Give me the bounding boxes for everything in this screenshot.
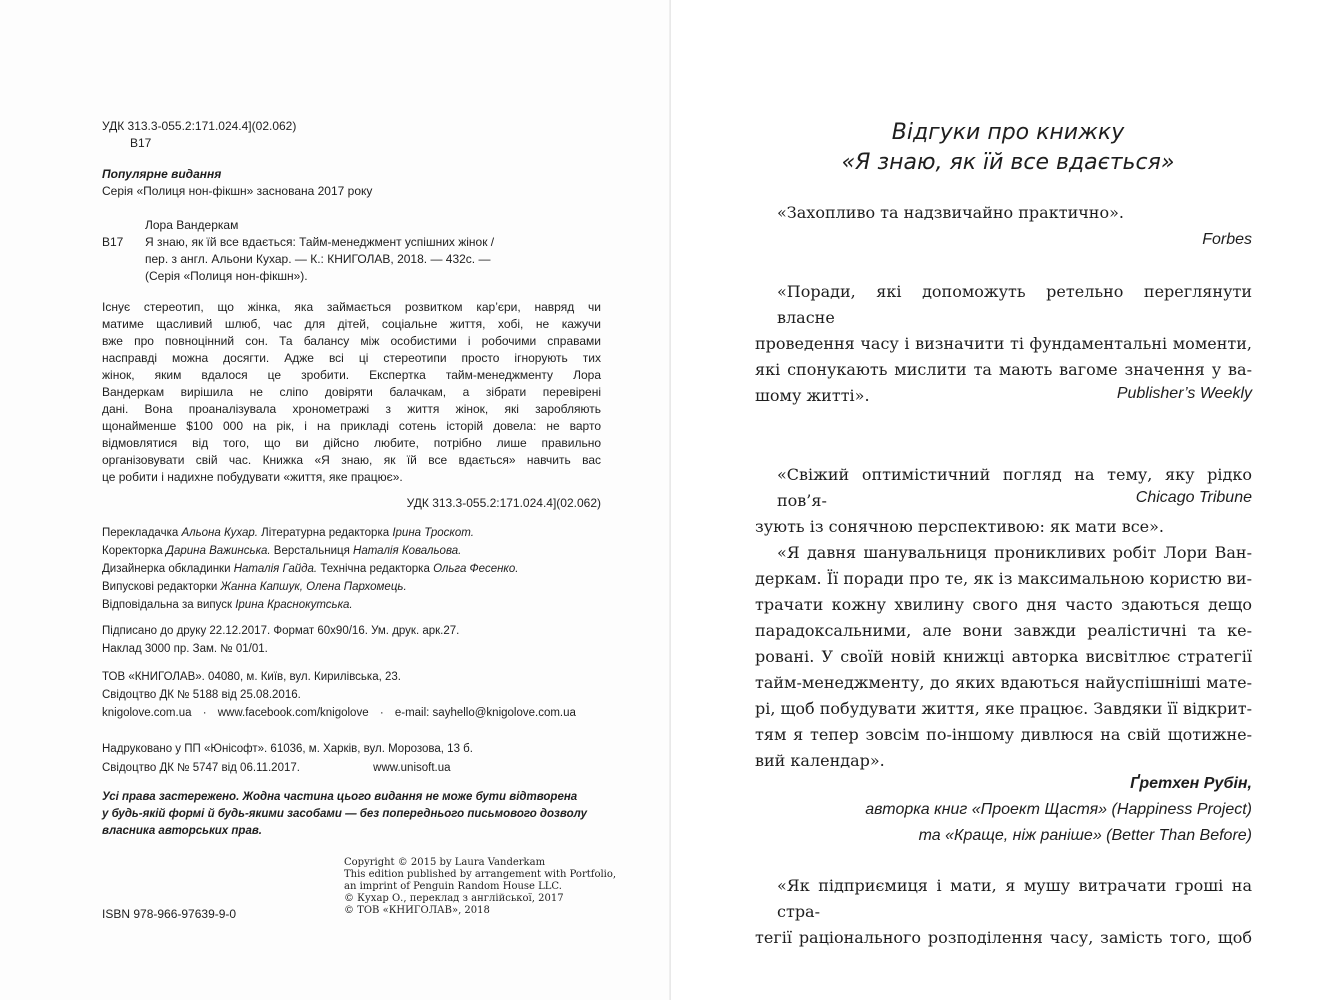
quote-line: тям я тепер зовсім по-іншому дивлюся на свій щотижне- — [755, 725, 1252, 744]
release-editors-name: Жанна Капшук, Олена Пархомець. — [220, 581, 407, 593]
rights-line: власника авторських прав. — [102, 825, 262, 837]
review-quote — [755, 873, 1252, 951]
quote-line: зують із сонячною перспективою: як мати все». — [755, 517, 1164, 536]
annotation-line: матиме щасливий шлюб, час для дітей, соціальне життя, хобі, не кажучи — [102, 317, 601, 331]
annotation-line: дані. Вона проаналізувала хронометражі з життя жінок, які заробляють — [102, 402, 601, 416]
quote-line: проведення часу і визначити ті фундаментальні моменти, — [755, 334, 1252, 353]
credit-label: Випускові редакторки — [102, 581, 221, 593]
annotation-line: це робити і надихне побудувати «життя, яке працює». — [102, 470, 403, 484]
annotation-line: щонайменше $100 000 на рік, і на прикладі сотень історій довела: не варто — [102, 419, 601, 433]
copyright-line: © ТОВ «КНИГОЛАВ», 2018 — [344, 905, 490, 916]
quote-line: тегії раціонального розподілення часу, замість того, щоб — [755, 928, 1252, 947]
separator-dot: · — [202, 707, 207, 719]
quote-line: рі, щоб побудувати життя, яке працює. Завдяки її відкрит- — [755, 699, 1252, 718]
responsible-name: Ірина Краснокутська. — [235, 599, 353, 611]
credit-label: Перекладачка — [102, 527, 182, 539]
review-quote — [755, 200, 1255, 226]
review-source: Chicago Tribune — [1135, 489, 1252, 506]
copyright-line: © Кухар О., переклад з англійської, 2017 — [344, 893, 564, 904]
catalog-line: пер. з англ. Альони Кухар. — К.: КНИГОЛАВ, 2018. — 432с. — — [145, 252, 491, 266]
print-line: Наклад 3000 пр. Зам. № 01/01. — [102, 643, 268, 655]
bbk-code: В17 — [130, 136, 152, 150]
layout-name: Наталія Ковальова. — [353, 545, 462, 557]
udc-block — [102, 118, 402, 152]
annotation-line: жінок, яким вдалося це зробити. Експертка тайм-менеджменту Лора — [102, 368, 601, 382]
translator-name: Альона Кухар. — [181, 527, 258, 539]
quote-line: деркам. Її поради про те, як із максимальною користю ви- — [755, 569, 1252, 588]
rights-line: у будь-якій формі й будь-якими засобами — без попереднього письмового дозволу — [102, 808, 587, 820]
catalog-entry — [145, 234, 615, 285]
print-line: Підписано до друку 22.12.2017. Формат 60х90/16. Ум. друк. арк.27. — [102, 625, 460, 637]
annotation-line: Вандеркам вирішила не сліпо довіряти балачкам, а зібрати перевірені — [102, 385, 601, 399]
printer-line: Надруковано у ПП «Юнісофт». 61036, м. Харків, вул. Морозова, 13 б. — [102, 743, 473, 755]
catalog-line: (Серія «Полиця нон-фікшн»). — [145, 269, 308, 283]
right-page — [671, 0, 1343, 1000]
rights-line: Усі права застережено. Жодна частина цього видання не може бути відтворена — [102, 791, 578, 803]
email-link[interactable]: e-mail: sayhello@knigolove.com.ua — [394, 707, 576, 719]
publisher-line: Свідоцтво ДК № 5188 від 25.08.2016. — [102, 689, 301, 701]
credit-label: Верстальниця — [270, 545, 354, 557]
quote-line: вий календар». — [755, 751, 885, 770]
copyright-block — [344, 857, 644, 917]
copyright-line: an imprint of Penguin Random House LLC. — [344, 881, 562, 892]
rights-notice — [102, 789, 622, 840]
quote-line: парадоксальними, але вони завжди реалістичні та ке- — [755, 621, 1252, 640]
udc-code-top: УДК 313.3-055.2:171.024.4](02.062) — [102, 119, 297, 133]
copyright-line: This edition published by arrangement with Portfolio, — [344, 869, 617, 880]
review-source — [821, 771, 1252, 849]
left-page — [0, 0, 671, 1000]
annotation-line: вже про повноцінний сон. Та балансу між особистими і робочими справами — [102, 334, 601, 348]
credit-label: Літературна редакторка — [257, 527, 393, 539]
catalog-line: Я знаю, як їй все вдається: Тайм-менеджмент успішних жінок / — [145, 235, 495, 249]
quote-line: які спонукають мислити та мають вагоме значення у ва- — [755, 360, 1252, 379]
source-line: авторка книг «Проект Щастя» (Happiness Project) — [865, 801, 1252, 818]
publisher-site-link[interactable]: knigolove.com.ua — [102, 707, 192, 719]
series-line: Серія «Полиця нон-фікшн» заснована 2017 року — [102, 184, 373, 198]
lit-editor-name: Ірина Троскот. — [392, 527, 474, 539]
source-author: Ґретхен Рубін, — [1130, 775, 1252, 792]
isbn: ISBN 978-966-97639-9-0 — [102, 907, 237, 921]
publisher-info — [102, 668, 622, 722]
quote-line: ровані. У своїй новій книжці авторка висвітлює стратегії — [755, 647, 1252, 666]
printer-site-link[interactable]: www.unisoft.ua — [373, 762, 451, 774]
quote-line: шому житті». — [755, 386, 870, 405]
annotation-line: відмовлятися від того, що ви дійсно любите, потрібно лише правильно — [102, 436, 601, 450]
edition-block — [102, 166, 502, 200]
annotation-line: насправді можна досягти. Адже всі ці стереотипи просто ігнорують тих — [102, 351, 601, 365]
corrector-name: Дарина Важинська. — [165, 545, 271, 557]
printer-cert: Свідоцтво ДК № 5747 від 06.11.2017. — [102, 762, 300, 774]
cover-designer-name: Наталія Гайда. — [233, 563, 318, 575]
credit-label: Дизайнерка обкладинки — [102, 563, 234, 575]
udc-code-bottom: УДК 313.3-055.2:171.024.4](02.062) — [406, 496, 601, 510]
print-info — [102, 622, 622, 658]
title-line: «Я знаю, як їй все вдається» — [841, 150, 1175, 175]
credit-label: Коректорка — [102, 545, 166, 557]
review-quote — [755, 540, 1252, 774]
credits-block — [102, 524, 622, 614]
tech-editor-name: Ольга Фесенко. — [433, 563, 519, 575]
quote-line: «Свіжий оптимістичний погляд на тему, яку рідко пов’я- — [777, 465, 1252, 510]
quote-line: тайм-менеджменту, до яких вдаються найуспішніші мате- — [755, 673, 1252, 692]
catalog-code: В17 — [102, 235, 124, 249]
author-name: Лора Вандеркам — [145, 218, 239, 232]
quote-line: «Захопливо та надзвичайно практично». — [777, 203, 1124, 222]
review-source: Publisher’s Weekly — [1116, 385, 1252, 402]
annotation-line: організовувати свій час. Книжка «Я знаю, як їй все вдається» навчить вас — [102, 453, 601, 467]
printer-info — [102, 740, 622, 778]
page-title — [757, 118, 1259, 178]
source-line: та «Краще, ніж раніше» (Better Than Before) — [918, 827, 1252, 844]
quote-line: «Я давня шанувальниця проникливих робіт Лори Ван- — [777, 543, 1252, 562]
title-line: Відгуки про книжку — [891, 120, 1125, 145]
credit-label: Відповідальна за випуск — [102, 599, 236, 611]
annotation-line: Існує стереотип, що жінка, яка займається розвитком кар’єри, навряд чи — [102, 300, 601, 314]
separator-dot: · — [379, 707, 384, 719]
quote-line: трачати кожну хвилину свого дня часто здаються дещо — [755, 595, 1252, 614]
publisher-line: ТОВ «КНИГОЛАВ». 04080, м. Київ, вул. Кирилівська, 23. — [102, 671, 401, 683]
quote-line: «Як підприємиця і мати, я мушу витрачати гроші на стра- — [777, 876, 1252, 921]
facebook-link[interactable]: www.facebook.com/knigolove — [217, 707, 369, 719]
review-source: Forbes — [1202, 231, 1252, 248]
edition-type: Популярне видання — [102, 167, 222, 181]
annotation — [102, 299, 601, 486]
copyright-line: Copyright © 2015 by Laura Vanderkam — [344, 857, 546, 868]
credit-label: Технічна редакторка — [317, 563, 434, 575]
quote-line: «Поради, які допоможуть ретельно переглянути власне — [777, 282, 1252, 327]
